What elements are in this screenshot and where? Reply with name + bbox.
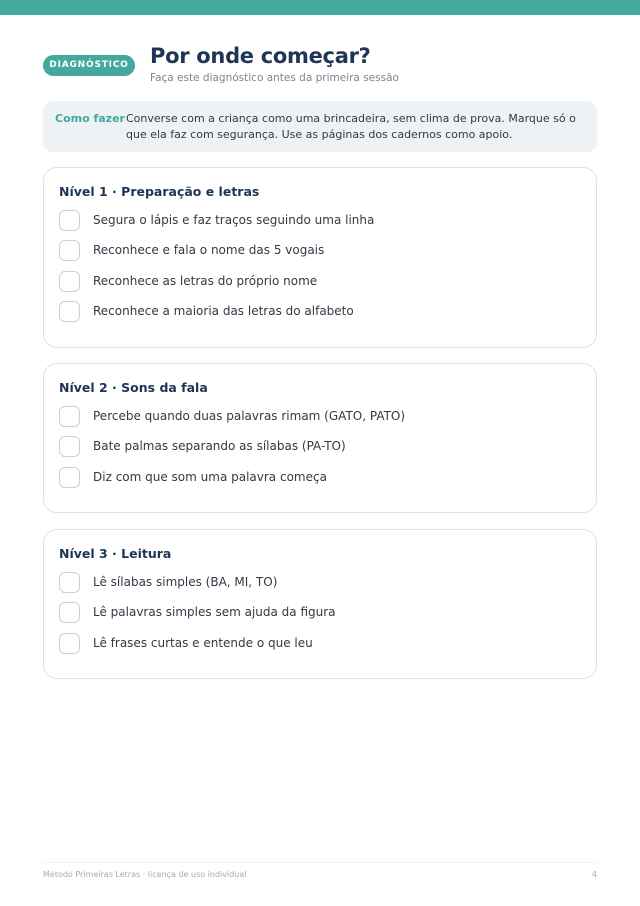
checkbox[interactable]: [59, 301, 80, 322]
checklist-item-label: Diz com que som uma palavra começa: [93, 470, 327, 484]
checkbox[interactable]: [59, 602, 80, 623]
checkbox[interactable]: [59, 572, 80, 593]
checklist-item-label: Reconhece as letras do próprio nome: [93, 274, 318, 288]
checklist-item[interactable]: [59, 467, 579, 489]
checklist-item[interactable]: [59, 210, 579, 232]
checkbox[interactable]: [59, 240, 80, 261]
checklist-item[interactable]: [59, 406, 579, 428]
checklist-item-label: Segura o lápis e faz traços seguindo uma linha: [93, 213, 375, 227]
checkbox[interactable]: [59, 210, 80, 231]
checklist-item-label: Lê frases curtas e entende o que leu: [93, 636, 313, 650]
how-to-label: Como fazer: [55, 112, 125, 125]
checklist-item[interactable]: [59, 301, 579, 323]
checklist-item-label: Lê palavras simples sem ajuda da figura: [93, 605, 336, 619]
checklist-item[interactable]: [59, 240, 579, 262]
top-accent-bar: [0, 0, 640, 15]
checklist-item[interactable]: [59, 602, 579, 624]
level-card-2: [43, 363, 597, 513]
level-title: Nível 2 · Sons da fala: [59, 380, 208, 395]
checkbox[interactable]: [59, 436, 80, 457]
level-card-1: [43, 167, 597, 348]
checkbox[interactable]: [59, 467, 80, 488]
checklist-item-label: Percebe quando duas palavras rimam (GATO, PATO): [93, 409, 406, 423]
how-to-text: Converse com a criança como uma brincadeira, sem clima de prova. Marque só o que ela faz com segurança. Use as páginas dos cadernos como apoio.: [126, 112, 576, 141]
checklist-item[interactable]: [59, 633, 579, 655]
page-number: 4: [591, 870, 597, 879]
level-title: Nível 1 · Preparação e letras: [59, 184, 260, 199]
checkbox[interactable]: [59, 633, 80, 654]
checklist-item-label: Bate palmas separando as sílabas (PA-TO): [93, 439, 346, 453]
checklist-item-label: Reconhece a maioria das letras do alfabeto: [93, 304, 354, 318]
page-subtitle: Faça este diagnóstico antes da primeira sessão: [150, 72, 399, 84]
page-header: [43, 44, 597, 90]
checkbox[interactable]: [59, 406, 80, 427]
checklist-item[interactable]: [59, 271, 579, 293]
checklist-item-label: Reconhece e fala o nome das 5 vogais: [93, 243, 325, 257]
checklist-item[interactable]: [59, 572, 579, 594]
footer-license: Método Primeiras Letras · licença de uso individual: [43, 870, 247, 879]
how-to-panel: [43, 101, 597, 152]
checklist-item[interactable]: [59, 436, 579, 458]
page-title: Por onde começar?: [150, 44, 371, 68]
checkbox[interactable]: [59, 271, 80, 292]
level-title: Nível 3 · Leitura: [59, 546, 172, 561]
level-card-3: [43, 529, 597, 679]
footer-divider: [43, 862, 597, 863]
section-badge: DIAGNÓSTICO: [43, 55, 135, 76]
checklist-item-label: Lê sílabas simples (BA, MI, TO): [93, 575, 278, 589]
